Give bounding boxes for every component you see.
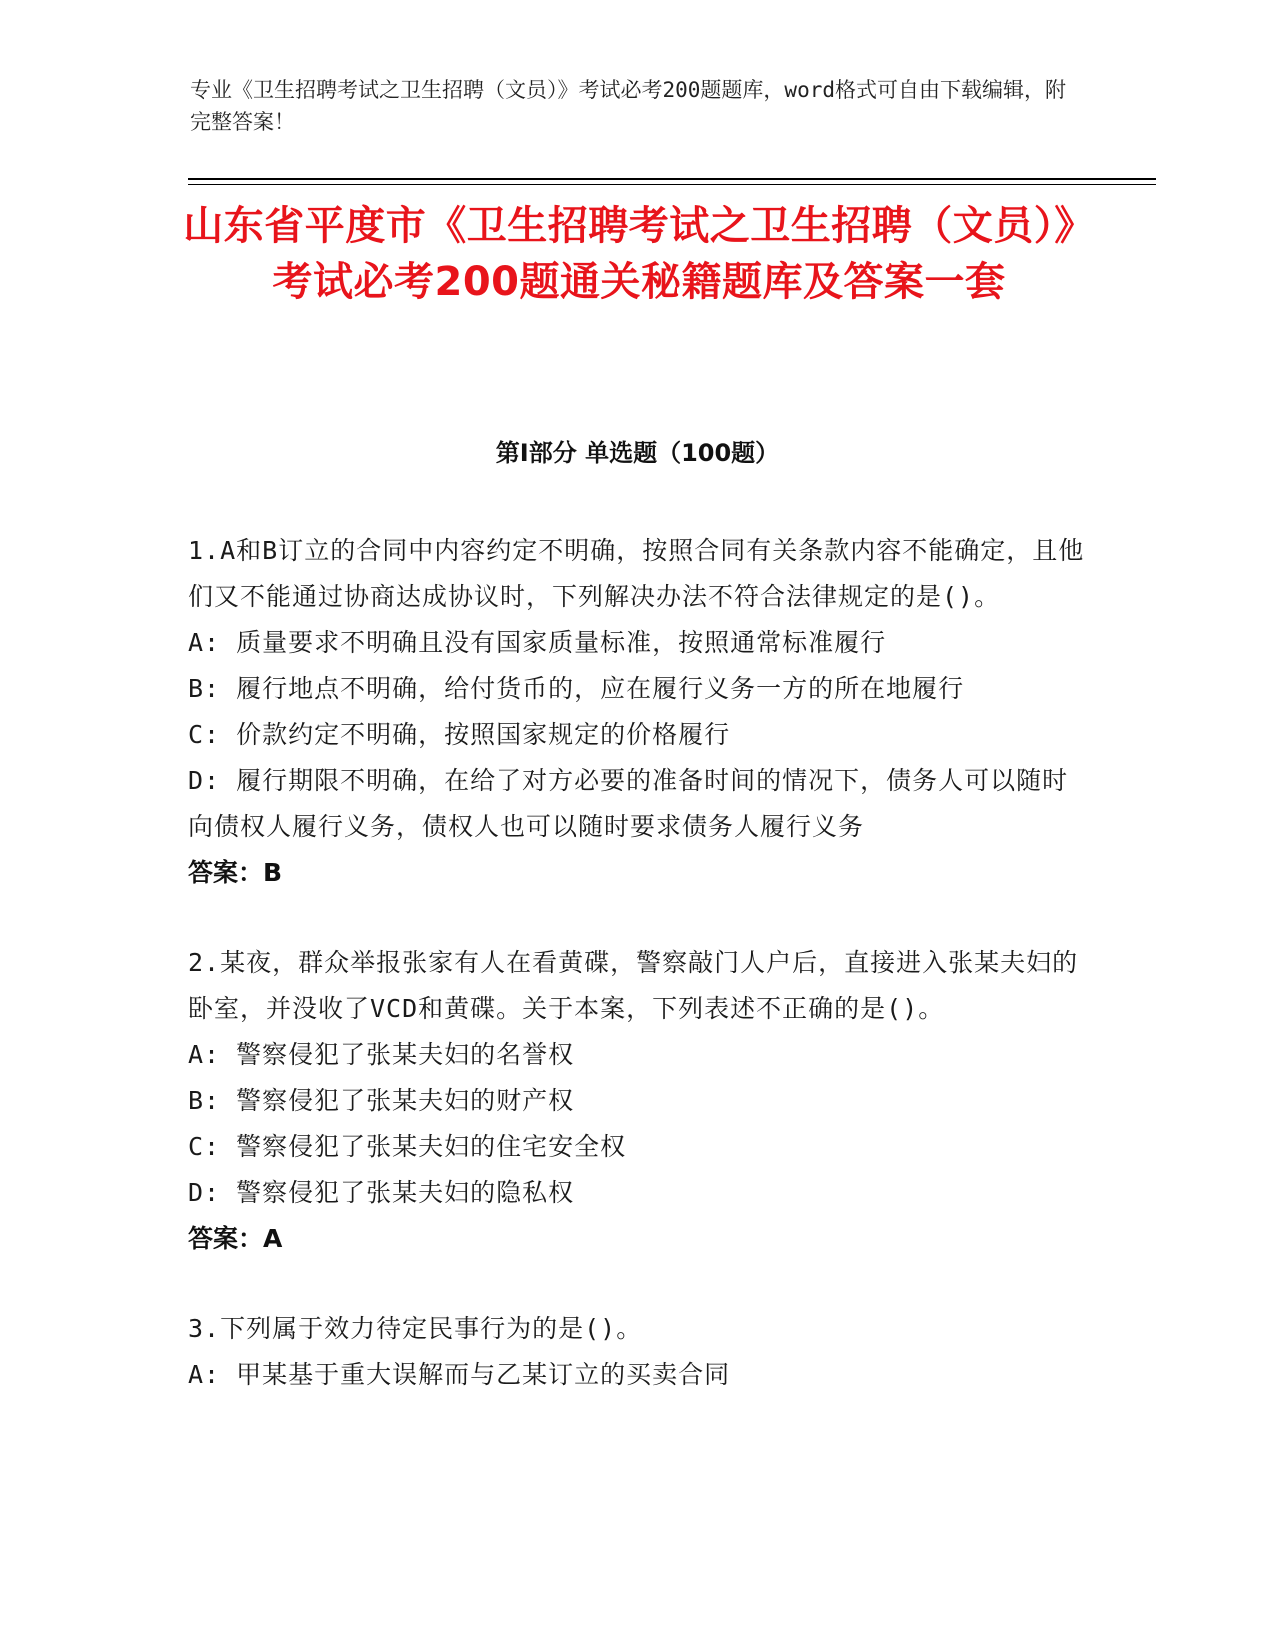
- question-1: [188, 528, 1088, 896]
- question-3: [188, 1306, 1088, 1398]
- question-answer: 答案：B: [188, 858, 283, 887]
- header-divider-thin: [188, 184, 1156, 185]
- question-stem: 3.下列属于效力待定民事行为的是()。: [188, 1314, 643, 1343]
- header-note: 专业《卫生招聘考试之卫生招聘（文员）》考试必考200题题库，word格式可自由下载编辑，附完整答案！: [190, 78, 1066, 134]
- question-stem: 1.A和B订立的合同中内容约定不明确，按照合同有关条款内容不能确定，且他们又不能通过协商达成协议时，下列解决办法不符合法律规定的是()。: [188, 536, 1085, 611]
- header-divider-thick: [188, 178, 1156, 180]
- question-stem: 2.某夜，群众举报张家有人在看黄碟，警察敲门人户后，直接进入张某夫妇的卧室，并没收了VCD和黄碟。关于本案，下列表述不正确的是()。: [188, 948, 1079, 1023]
- option-a: A: 警察侵犯了张某夫妇的名誉权: [188, 1040, 575, 1069]
- option-d: D: 履行期限不明确，在给了对方必要的准备时间的情况下，债务人可以随时向债权人履行义务，债权人也可以随时要求债务人履行义务: [188, 766, 1069, 841]
- question-2: [188, 940, 1088, 1262]
- document-title: 山东省平度市《卫生招聘考试之卫生招聘（文员）》考试必考200题通关秘籍题库及答案一套: [183, 203, 1095, 305]
- option-b: B: 履行地点不明确，给付货币的，应在履行义务一方的所在地履行: [188, 674, 965, 703]
- option-a: A: 质量要求不明确且没有国家质量标准，按照通常标准履行: [188, 628, 887, 657]
- option-c: C: 警察侵犯了张某夫妇的住宅安全权: [188, 1132, 627, 1161]
- question-list: [188, 528, 1088, 1442]
- question-answer: 答案：A: [188, 1224, 283, 1253]
- section-title: 第Ⅰ部分 单选题（100题）: [495, 439, 780, 467]
- option-b: B: 警察侵犯了张某夫妇的财产权: [188, 1086, 575, 1115]
- option-c: C: 价款约定不明确，按照国家规定的价格履行: [188, 720, 731, 749]
- option-a: A: 甲某基于重大误解而与乙某订立的买卖合同: [188, 1360, 731, 1389]
- option-d: D: 警察侵犯了张某夫妇的隐私权: [188, 1178, 575, 1207]
